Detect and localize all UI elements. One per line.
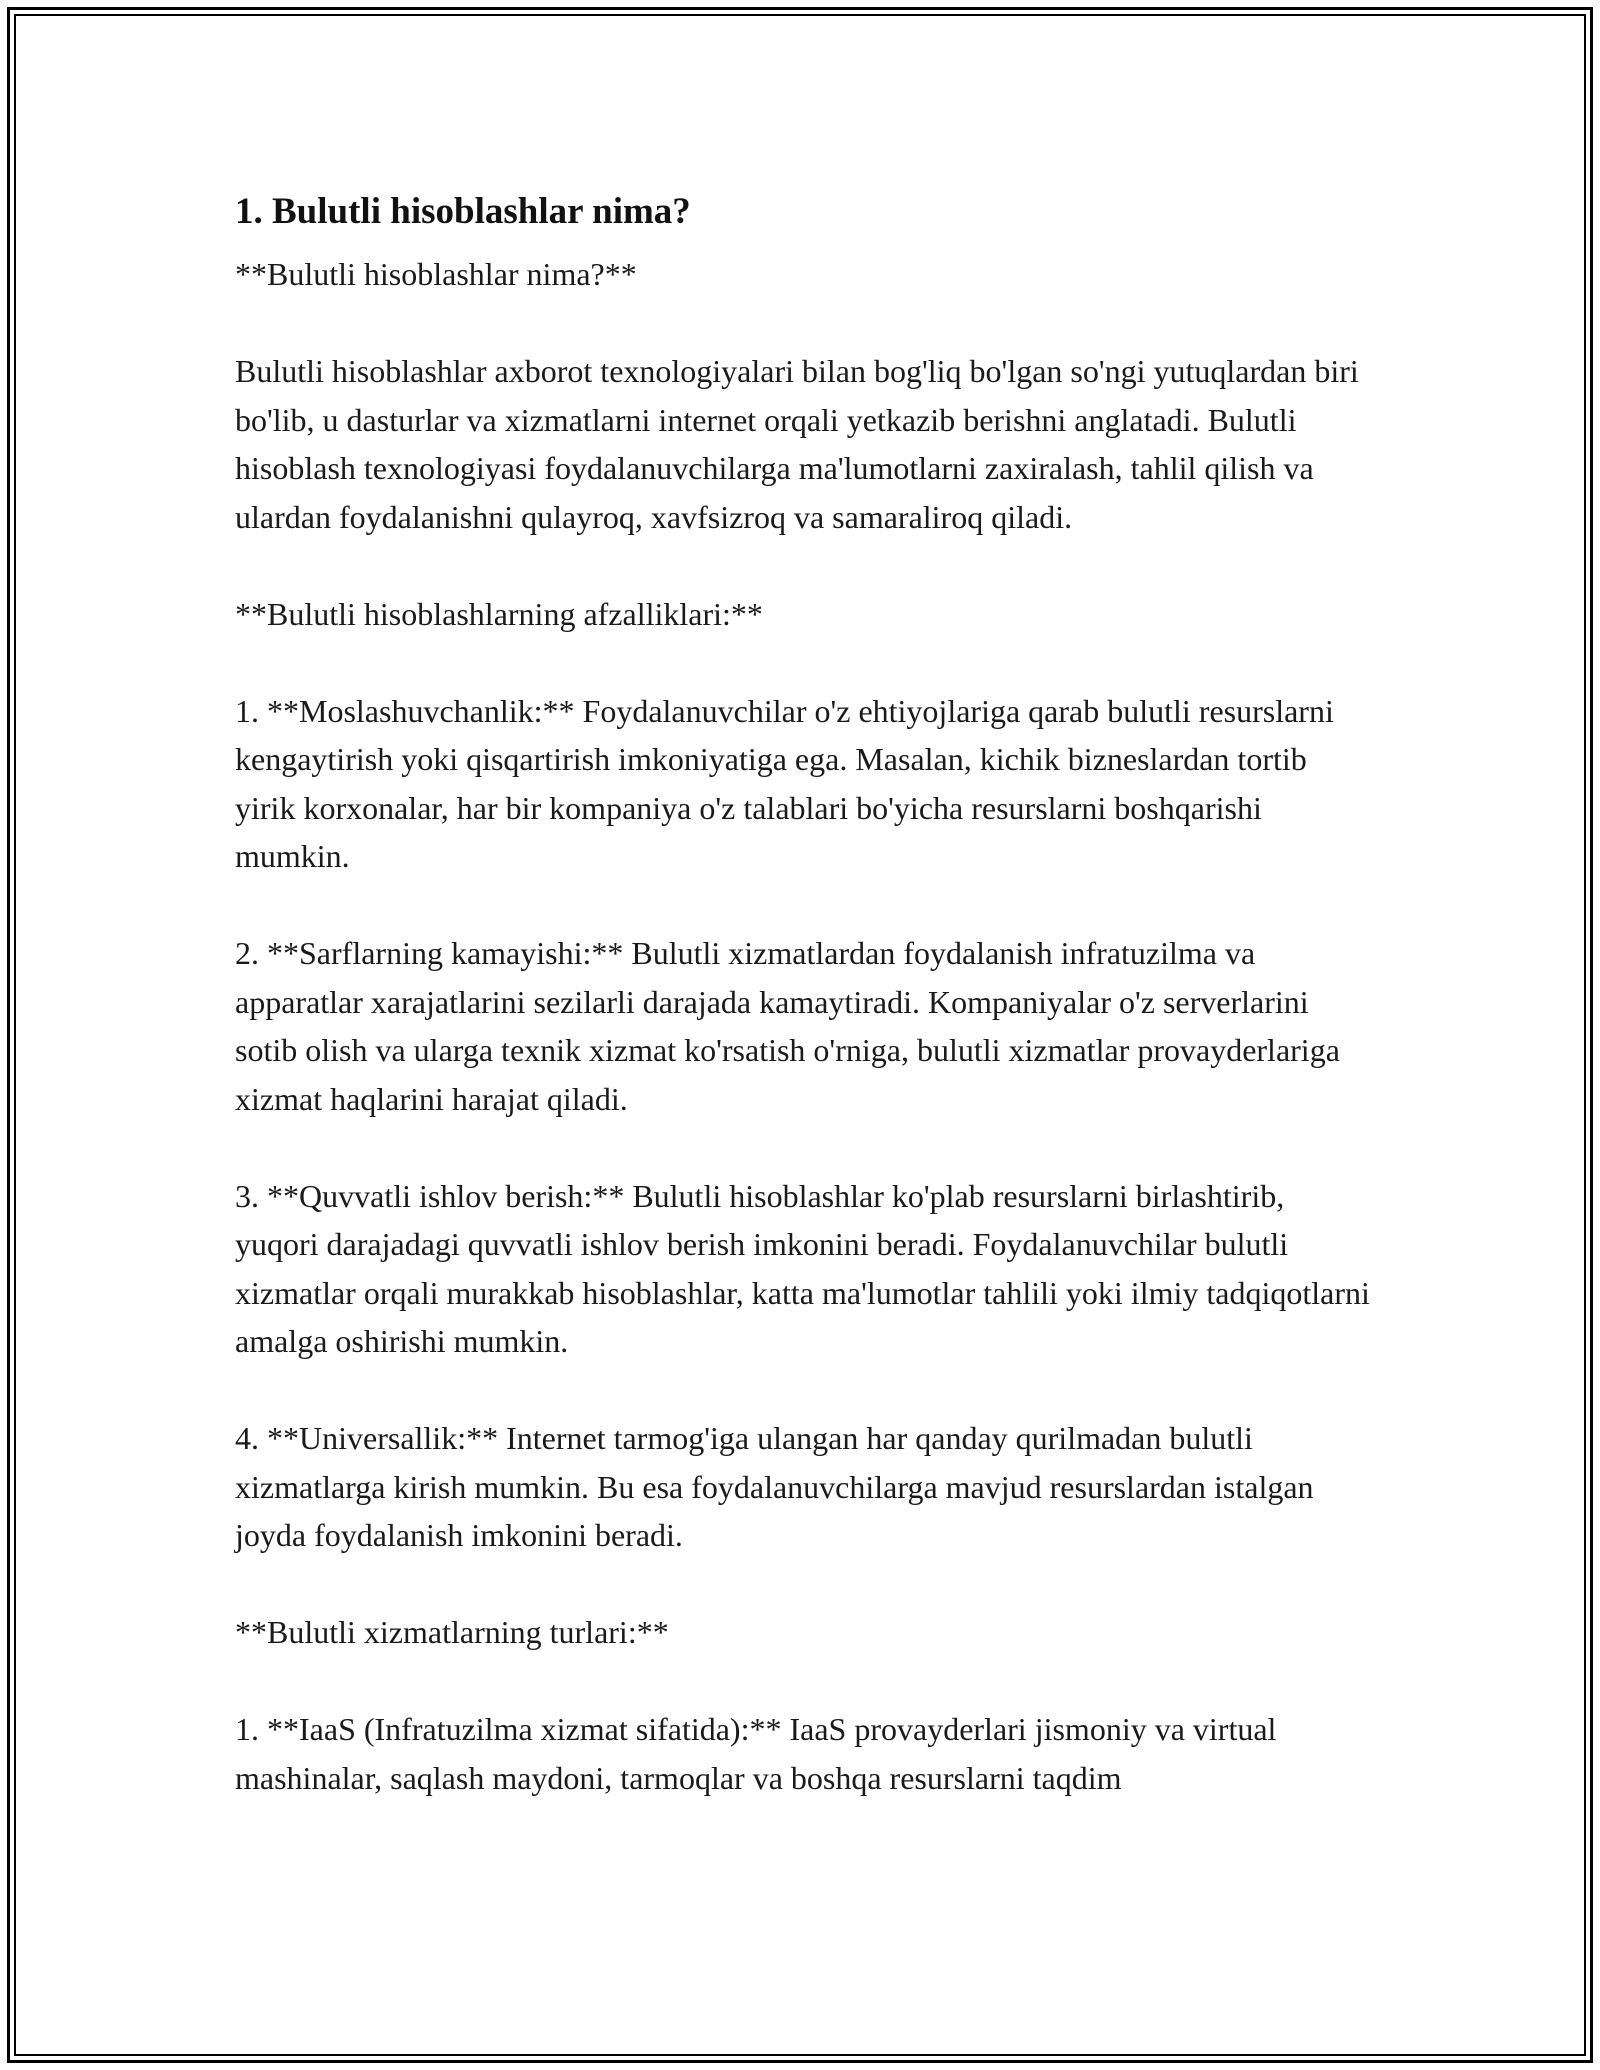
subheading-service-types: **Bulutli xizmatlarning turlari:** <box>235 1614 669 1650</box>
subheading-what-is-cloud: **Bulutli hisoblashlar nima?** <box>235 256 637 292</box>
service-type-iaas: 1. **IaaS (Infratuzilma xizmat sifatida):** IaaS provayderlari jismoniy va virtual mashinalar, saqlash maydoni, tarmoqlar va boshqa resurslarni taqdim <box>235 1711 1277 1796</box>
subheading-advantages: **Bulutli hisoblashlarning afzalliklari:** <box>235 595 763 632</box>
advantage-cost-reduction: 2. **Sarflarning kamayishi:** Bulutli xizmatlardan foydalanish infratuzilma va apparatlar xarajatlarini sezilarli darajada kamaytiradi. Kompaniyalar o'z serverlarini sotib olish va ularga texnik xizmat ko'rsatish o'rniga, bulutli xizmatlar provayderlariga xizmat haqlarini harajat qiladi. <box>235 935 1340 1117</box>
advantage-processing-power: 3. **Quvvatli ishlov berish:** Bulutli hisoblashlar ko'plab resurslarni birlashtirib, yuqori darajadagi quvvatli ishlov berish imkonini beradi. Foydalanuvchilar bulutli xizmatlar orqali murakkab hisoblashlar, katta ma'lumotlar tahlili yoki ilmiy tadqiqotlarni amalga oshirishi mumkin. <box>235 1177 1370 1359</box>
document-body <box>235 184 1375 1802</box>
document-heading: 1. Bulutli hisoblashlar nima? <box>235 191 691 232</box>
intro-paragraph: Bulutli hisoblashlar axborot texnologiyalari bilan bog'liq bo'lgan so'ngi yutuqlardan biri bo'lib, u dasturlar va xizmatlarni internet orqali yetkazib berishni anglatadi. Bulutli hisoblash texnologiyasi foydalanuvchilarga ma'lumotlarni zaxiralash, tahlil qilish va ulardan foydalanishni qulayroq, xavfsizroq va samaraliroq qiladi. <box>235 353 1359 535</box>
advantage-universality: 4. **Universallik:** Internet tarmog'iga ulangan har qanday qurilmadan bulutli xizmatlarga kirish mumkin. Bu esa foydalanuvchilarga mavjud resurslardan istalgan joyda foydalanish imkonini beradi. <box>235 1420 1314 1553</box>
advantage-flexibility: 1. **Moslashuvchanlik:** Foydalanuvchilar o'z ehtiyojlariga qarab bulutli resurslarni kengaytirish yoki qisqartirish imkoniyatiga ega. Masalan, kichik bizneslardan tortib yirik korxonalar, har bir kompaniya o'z talablari bo'yicha resurslarni boshqarishi mumkin. <box>235 692 1334 874</box>
